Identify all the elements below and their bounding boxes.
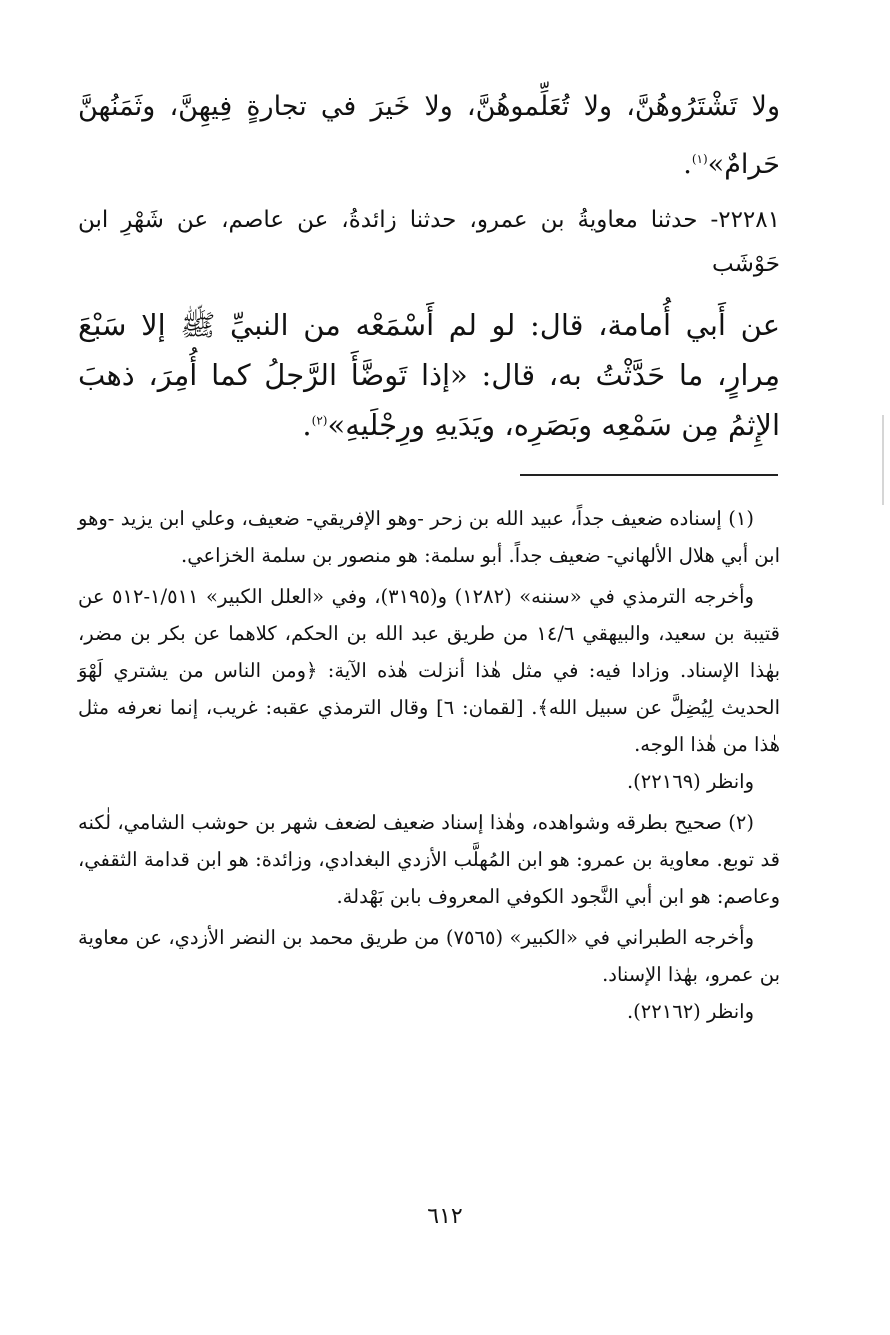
footnote-1-para-3: وانظر (٢٢١٦٩). (626, 770, 754, 793)
footnote-separator (520, 474, 778, 476)
footnote-ref-1: (١) (691, 152, 708, 166)
footnote-ref-2: (٢) (311, 413, 328, 428)
footnote-1-para-1: (١) إسناده ضعيف جداً، عبيد الله بن زحر -وهو الإفريقي- ضعيف، وعلي ابن يزيد -وهو ابن أبي هلال الألهاني- ضعيف جداً. أبو سلمة: هو منصور بن سلمة الخزاعي. (78, 507, 780, 567)
hadith-chain: ٢٢٢٨١- حدثنا معاويةُ بن عمرو، حدثنا زائدةُ، عن عاصم، عن شَهْرِ ابن حَوْشَب (78, 207, 780, 277)
hadith-continuation-text: ولا تَشْتَرُوهُنَّ، ولا تُعَلِّموهُنَّ، ولا خَيرَ في تجارةٍ فِيهِنَّ، وثَمَنُهنَّ حَرامٌ» (78, 91, 780, 180)
page-number: ٦١٢ (427, 1204, 463, 1229)
footnotes (78, 500, 780, 1030)
main-text (78, 78, 780, 450)
footnote-2-para-1: (٢) صحيح بطرقه وشواهده، وهٰذا إسناد ضعيف لضعف شهر بن حوشب الشامي، لٰكنه قد توبع. معاوية بن عمرو: هو ابن المُهلَّب الأزدي البغدادي، وزائدة: هو ابن قدامة الثقفي، وعاصم: هو ابن أبي النَّجود الكوفي المعروف بابن بَهْدلة. (78, 811, 780, 908)
hadith-continuation (78, 78, 780, 194)
scan-edge-mark (882, 415, 884, 505)
footnote-2-para-2: وأخرجه الطبراني في «الكبير» (٧٥٦٥) من طريق محمد بن النضر الأزدي، عن معاوية بن عمرو، بهٰذا الإسناد. (78, 926, 780, 986)
footnote-1-para-2: وأخرجه الترمذي في «سننه» (١٢٨٢) و(٣١٩٥)، وفي «العلل الكبير» ١/٥١١-٥١٢ عن قتيبة بن سعيد، والبيهقي ١٤/٦ من طريق عبد الله بن الحكم، كلاهما عن بكر بن مضر، بهٰذا الإسناد. وزادا فيه: في مثل هٰذا أنزلت هٰذه الآية: ﴿ومن الناس من يشتري لَهْوَ الحديث لِيُضِلَّ عن سبيل الله﴾. [لقمان: ٦] وقال الترمذي عقبه: غريب، إنما نعرفه مثل هٰذا من هٰذا الوجه. (78, 585, 780, 756)
hadith-matn-text: عن أَبي أُمامة، قال: لو لم أَسْمَعْه من النبيِّ ﷺ إلا سَبْعَ مِرارٍ، ما حَدَّثْتُ به، قال: «إذا تَوضَّأَ الرَّجلُ كما أُمِرَ، ذهبَ الإِثمُ مِن سَمْعِه وبَصَرِه، ويَدَيهِ ورِجْلَيهِ» (78, 308, 780, 442)
hadith-continuation-end: . (683, 149, 692, 180)
hadith-matn-end: . (302, 408, 312, 442)
footnote-2-para-3: وانظر (٢٢١٦٢). (626, 1000, 754, 1023)
hadith-matn (78, 300, 780, 450)
